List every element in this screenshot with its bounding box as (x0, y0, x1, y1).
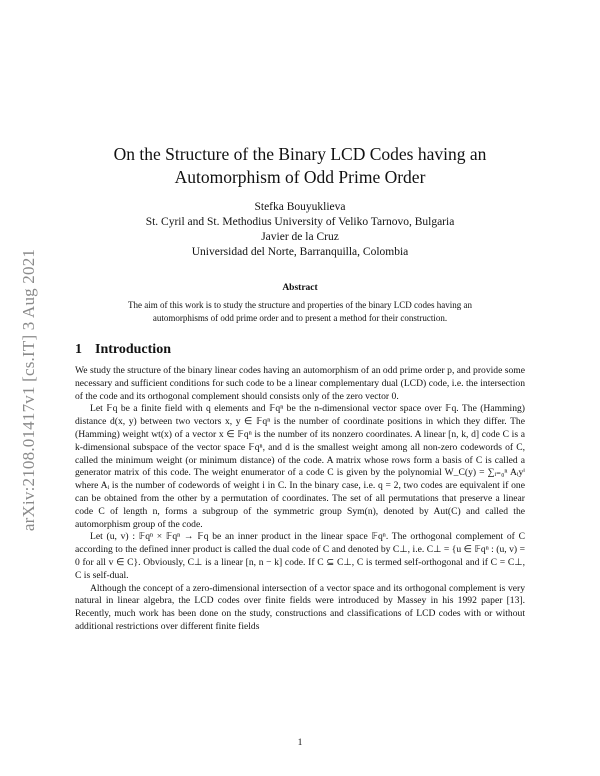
section-number: 1 (75, 342, 82, 357)
paper-title (0, 143, 600, 189)
abstract-text: The aim of this work is to study the structure and properties of the binary LCD codes having an automorphisms of odd prime order and to present a method for their construction. (128, 300, 472, 323)
page-number: 1 (297, 737, 303, 748)
arxiv-sidebar (14, 205, 44, 575)
paragraph: Let (u, v) : 𝔽qⁿ × 𝔽qⁿ → 𝔽q be an inner product in the linear space 𝔽qⁿ. The orthogonal complement of C according to the defined inner product is called the dual code of C and denoted by C⊥, i.e. C⊥ = {u ∈ 𝔽qⁿ : (u, v) = 0 for all v ∈ C}. Obviously, C⊥ is a linear [n, n − k] code. If C ⊆ C⊥, C is termed self-orthogonal and if C = C⊥, C is self-dual. (75, 531, 525, 581)
author-affiliation: Universidad del Norte, Barranquilla, Colombia (191, 246, 409, 258)
author-affiliation: St. Cyril and St. Methodius University of Veliko Tarnovo, Bulgaria (145, 216, 455, 228)
section-title: Introduction (95, 342, 171, 357)
paragraph: Let 𝔽q be a finite field with q elements and 𝔽qⁿ be the n-dimensional vector space over 𝔽q. The (Hamming) distance d(x, y) between two vectors x, y ∈ 𝔽qⁿ is the number of coordinate positions in which they differ. The (Hamming) weight wt(x) of a vector x ∈ 𝔽qⁿ is the number of its nonzero coordinates. A linear [n, k, d] code C is a k-dimensional subspace of the vector space 𝔽qⁿ, and d is the smallest weight among all non-zero codewords of C, called the minimum weight (or minimum distance) of the code. A matrix whose rows form a basis of C is called a generator matrix of this code. The weight enumerator of a code C is given by the polynomial W_C(y) = ∑ᵢ₌₀ⁿ Aᵢyⁱ where Aᵢ is the number of codewords of weight i in C. In the binary case, i.e. q = 2, two codes are equivalent if one can be obtained from the other by a permutation of coordinates. The set of all permutations that preserve a linear code C of length n, forms a subgroup of the symmetric group Sym(n), denoted by Aut(C) and called the automorphism group of the code. (75, 403, 525, 530)
title-line-1: On the Structure of the Binary LCD Codes having an (113, 144, 487, 164)
section-heading (75, 342, 171, 358)
arxiv-identifier[interactable]: arXiv:2108.01417v1 [cs.IT] 3 Aug 2021 (19, 248, 38, 532)
paragraph: Although the concept of a zero-dimensional intersection of a vector space and its orthogonal complement is very natural in linear algebra, the LCD codes over finite fields were introduced by Massey in his 1992 paper [13]. Recently, much work has been done on the study, constructions and classifications of LCD codes with or without additional restrictions over different finite fields (75, 582, 525, 632)
author-name: Stefka Bouyuklieva (254, 201, 346, 213)
author-name: Javier de la Cruz (261, 231, 339, 243)
abstract-heading: Abstract (282, 283, 318, 293)
paragraph: We study the structure of the binary linear codes having an automorphism of an odd prime order p, and provide some necessary and sufficient conditions for such code to be a linear complementary dual (LCD) code, i.e. the intersection of the code and its orthogonal complement should consists only of the zero vector 0. (75, 365, 525, 402)
body-text (75, 365, 525, 634)
author-block (0, 200, 600, 260)
title-line-2: Automorphism of Odd Prime Order (174, 167, 426, 187)
